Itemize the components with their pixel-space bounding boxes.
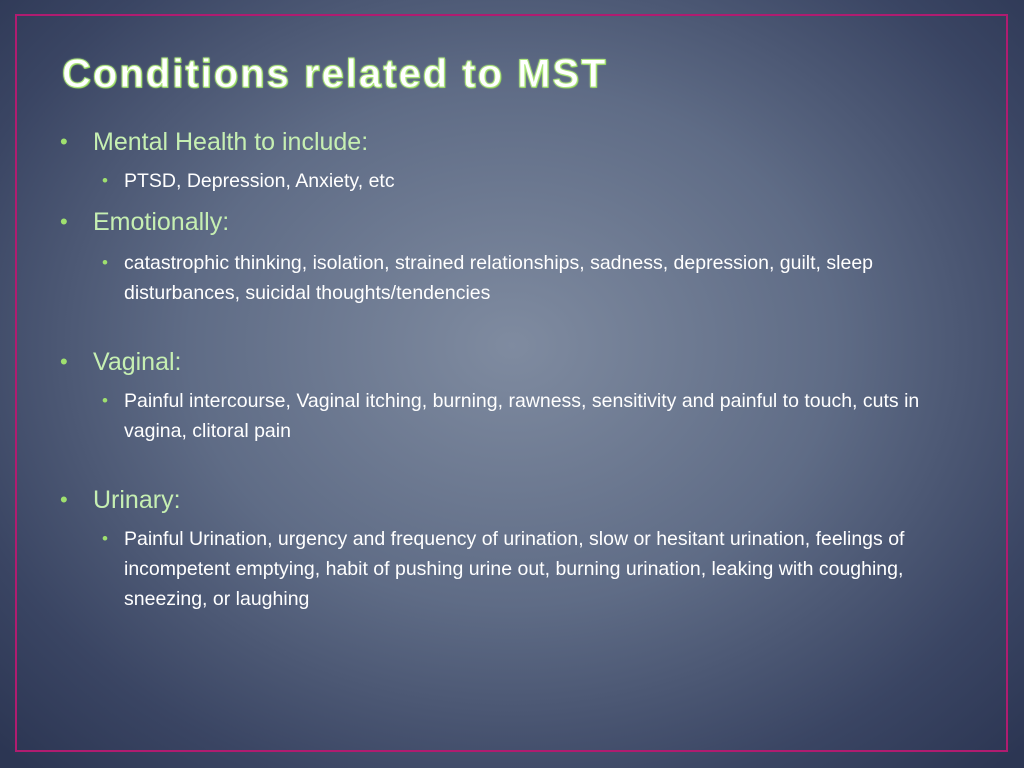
bullet-emotionally	[60, 206, 960, 238]
bullet-mental-health	[60, 126, 960, 158]
sub-bullet-emotionally	[102, 248, 960, 308]
sub-bullet-vaginal	[102, 386, 960, 446]
bullet-icon: •	[60, 349, 68, 374]
sub-bullet-text: PTSD, Depression, Anxiety, etc	[124, 170, 395, 192]
bullet-urinary	[60, 484, 960, 516]
sub-bullet-icon: •	[102, 171, 108, 190]
sub-bullet-text: catastrophic thinking, isolation, strained relationships, sadness, depression, guilt, sleep disturbances, suicidal thoughts/tendencies	[124, 252, 874, 304]
bullet-heading-text: Emotionally:	[93, 208, 230, 236]
sub-bullet-icon: •	[102, 253, 108, 272]
bullet-icon: •	[60, 487, 68, 512]
sub-bullet-icon: •	[102, 529, 108, 548]
slide-content	[60, 126, 960, 614]
sub-bullet-text: Painful intercourse, Vaginal itching, burning, rawness, sensitivity and painful to touch, cuts in vagina, clitoral pain	[124, 390, 920, 442]
bullet-icon: •	[60, 129, 68, 154]
bullet-heading-text: Urinary:	[93, 486, 181, 514]
slide-title: Conditions related to MST	[62, 52, 608, 96]
bullet-heading-text: Mental Health to include:	[93, 128, 369, 156]
bullet-vaginal	[60, 346, 960, 378]
bullet-heading-text: Vaginal:	[93, 348, 182, 376]
sub-bullet-urinary	[102, 524, 960, 614]
bullet-icon: •	[60, 209, 68, 234]
sub-bullet-text: Painful Urination, urgency and frequency of urination, slow or hesitant urination, feelings of incompetent emptying, habit of pushing urine out, burning urination, leaking with coughing, sneezing, or laughing	[124, 528, 905, 610]
sub-bullet-mental-health	[102, 166, 960, 196]
sub-bullet-icon: •	[102, 391, 108, 410]
